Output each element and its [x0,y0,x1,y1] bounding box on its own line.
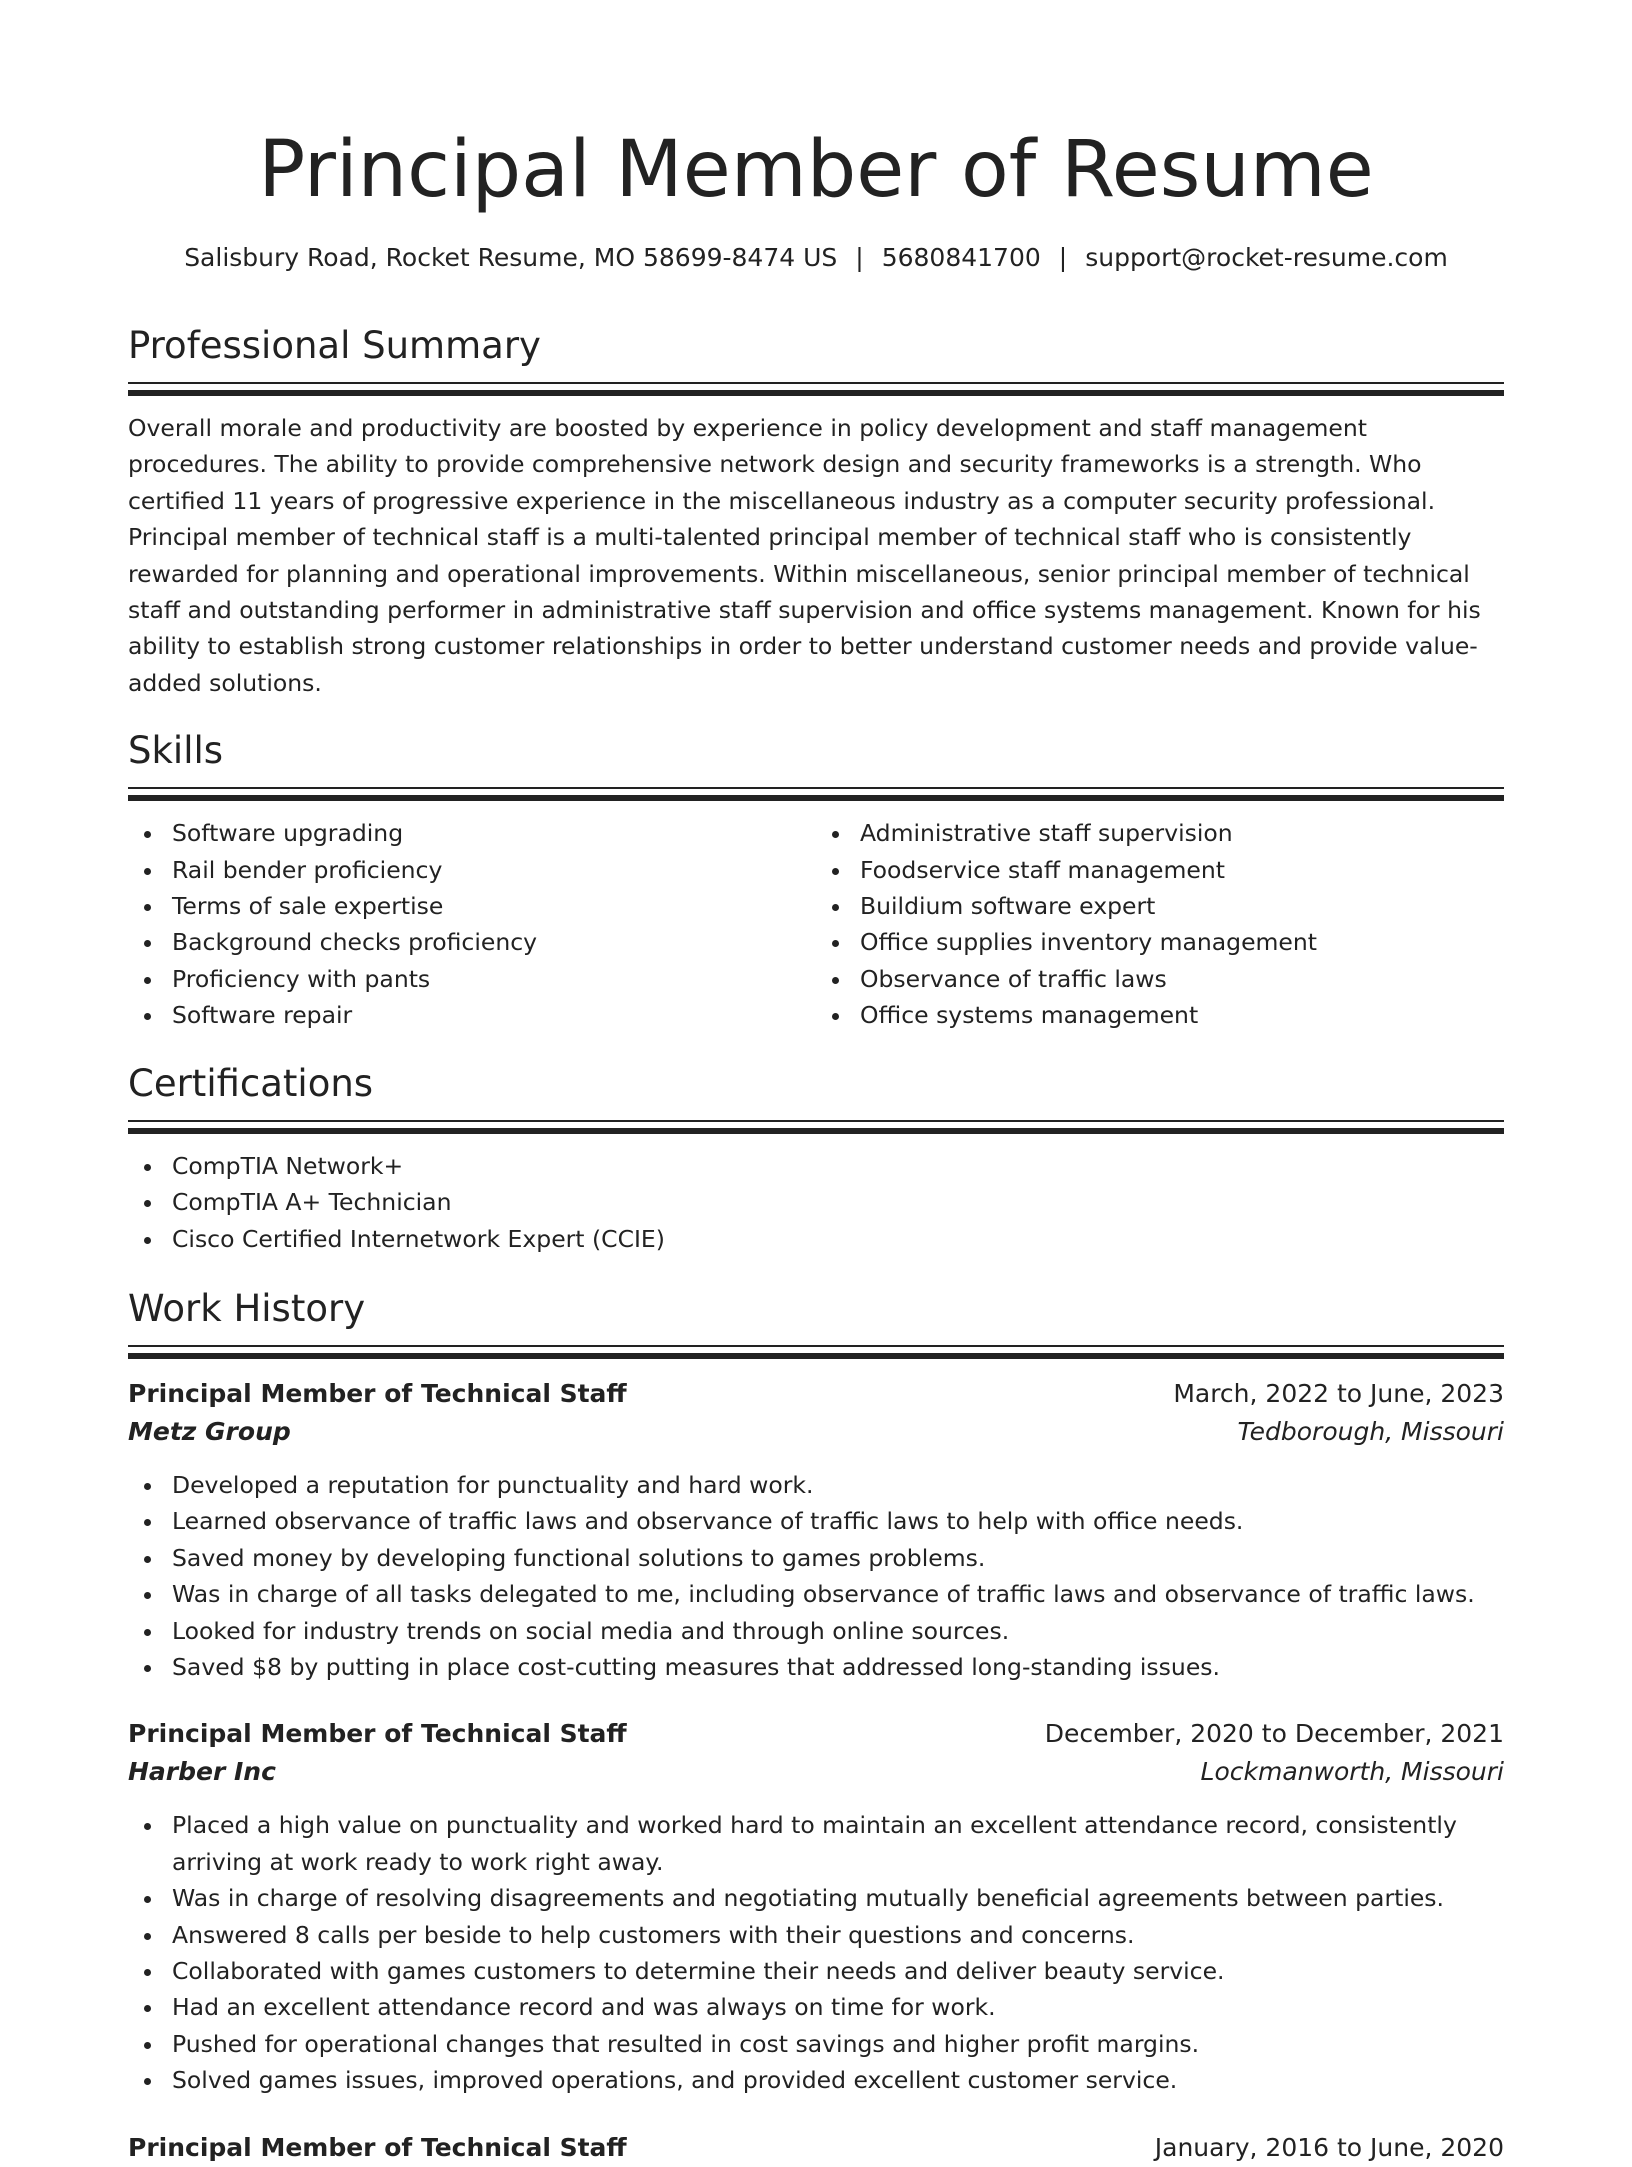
job-location: Tedborough, Missouri [1237,1416,1504,1446]
contact-line [128,242,1504,274]
job-title: Principal Member of Technical Staff [128,2132,627,2162]
summary-section [128,322,1504,701]
skill-item: Proficiency with pants [128,961,816,997]
job-header [128,1375,1504,1413]
job-bullet: Saved money by developing functional solutions to games problems. [128,1540,1504,1576]
job-entry [128,1375,1504,1685]
job-bullets [128,1807,1504,2098]
skill-item: Software upgrading [128,815,816,851]
skill-item: Office systems management [816,997,1504,1033]
contact-separator: | [1058,243,1068,272]
certifications-list [128,1148,1504,1257]
job-bullet: Had an excellent attendance record and was always on time for work. [128,1989,1504,2025]
job-bullet: Solved games issues, improved operations, and provided excellent customer service. [128,2062,1504,2098]
skill-item: Office supplies inventory management [816,924,1504,960]
skill-item: Observance of traffic laws [816,961,1504,997]
contact-phone: 5680841700 [881,243,1041,272]
skill-item: Buildium software expert [816,888,1504,924]
skills-grid [128,815,1504,1033]
job-bullet: Was in charge of all tasks delegated to me, including observance of traffic laws and observance of traffic laws. [128,1576,1504,1612]
job-entry [128,1715,1504,2098]
job-company: Metz Group [128,1416,291,1446]
job-bullet: Learned observance of traffic laws and observance of traffic laws to help with office needs. [128,1503,1504,1539]
section-divider [128,1120,1504,1134]
section-divider [128,787,1504,801]
resume-name: Principal Member of Resume [258,125,1374,215]
job-bullet: Pushed for operational changes that resulted in cost savings and higher profit margins. [128,2026,1504,2062]
section-divider [128,382,1504,396]
section-title-skills: Skills [128,729,224,773]
contact-separator: | [855,243,864,272]
job-company: Harber Inc [128,1757,276,1787]
skill-item: Background checks proficiency [128,924,816,960]
job-subheader [128,1753,1504,1791]
certifications-section [128,1060,1504,1257]
job-subheader [128,1413,1504,1451]
contact-address: Salisbury Road, Rocket Resume, MO 58699-8474 US [184,243,838,272]
job-entry [128,2129,1504,2167]
job-dates: December, 2020 to December, 2021 [1044,1719,1504,1749]
job-header [128,1715,1504,1753]
skill-item: Administrative staff supervision [816,815,1504,851]
contact-email[interactable]: support@rocket-resume.com [1085,243,1448,272]
job-dates: January, 2016 to June, 2020 [1154,2132,1504,2162]
job-bullet: Was in charge of resolving disagreements and negotiating mutually beneficial agreements between parties. [128,1880,1504,1916]
job-bullet: Placed a high value on punctuality and worked hard to maintain an excellent attendance record, consistently arriving at work ready to work right away. [128,1807,1504,1880]
skill-item: Software repair [128,997,816,1033]
skill-item: Foodservice staff management [816,852,1504,888]
section-title-work-history: Work History [128,1286,366,1330]
skill-item: Rail bender proficiency [128,852,816,888]
job-title: Principal Member of Technical Staff [128,1719,627,1749]
section-divider [128,1345,1504,1359]
job-location: Lockmanworth, Missouri [1200,1757,1504,1787]
job-bullet: Saved $8 by putting in place cost-cutting measures that addressed long-standing issues. [128,1649,1504,1685]
work-history-section [128,1285,1504,2167]
job-bullet: Looked for industry trends on social media and through online sources. [128,1613,1504,1649]
job-bullet: Developed a reputation for punctuality and hard work. [128,1467,1504,1503]
summary-text: Overall morale and productivity are boosted by experience in policy development and staff management procedures. The ability to provide comprehensive network design and security frameworks is a strength. Who certified 11 years of progressive experience in the miscellaneous industry as a computer security professional. Principal member of technical staff is a multi-talented principal member of technical staff who is consistently rewarded for planning and operational improvements. Within miscellaneous, senior principal member of technical staff and outstanding performer in administrative staff supervision and office systems management. Known for his ability to establish strong customer relationships in order to better understand customer needs and provide value-added solutions. [128,414,1481,697]
skills-section [128,727,1504,1033]
section-title-certifications: Certifications [128,1061,374,1105]
job-bullets [128,1467,1504,1685]
certification-item: CompTIA Network+ [128,1148,1504,1184]
job-bullet: Collaborated with games customers to determine their needs and deliver beauty service. [128,1953,1504,1989]
job-header [128,2129,1504,2167]
skills-list-right [816,815,1504,1033]
certification-item: CompTIA A+ Technician [128,1184,1504,1220]
skills-list-left [128,815,816,1033]
job-bullet: Answered 8 calls per beside to help customers with their questions and concerns. [128,1917,1504,1953]
section-title-summary: Professional Summary [128,324,541,367]
job-title: Principal Member of Technical Staff [128,1378,627,1408]
job-dates: March, 2022 to June, 2023 [1173,1378,1504,1408]
skill-item: Terms of sale expertise [128,888,816,924]
certification-item: Cisco Certified Internetwork Expert (CCIE) [128,1221,1504,1257]
